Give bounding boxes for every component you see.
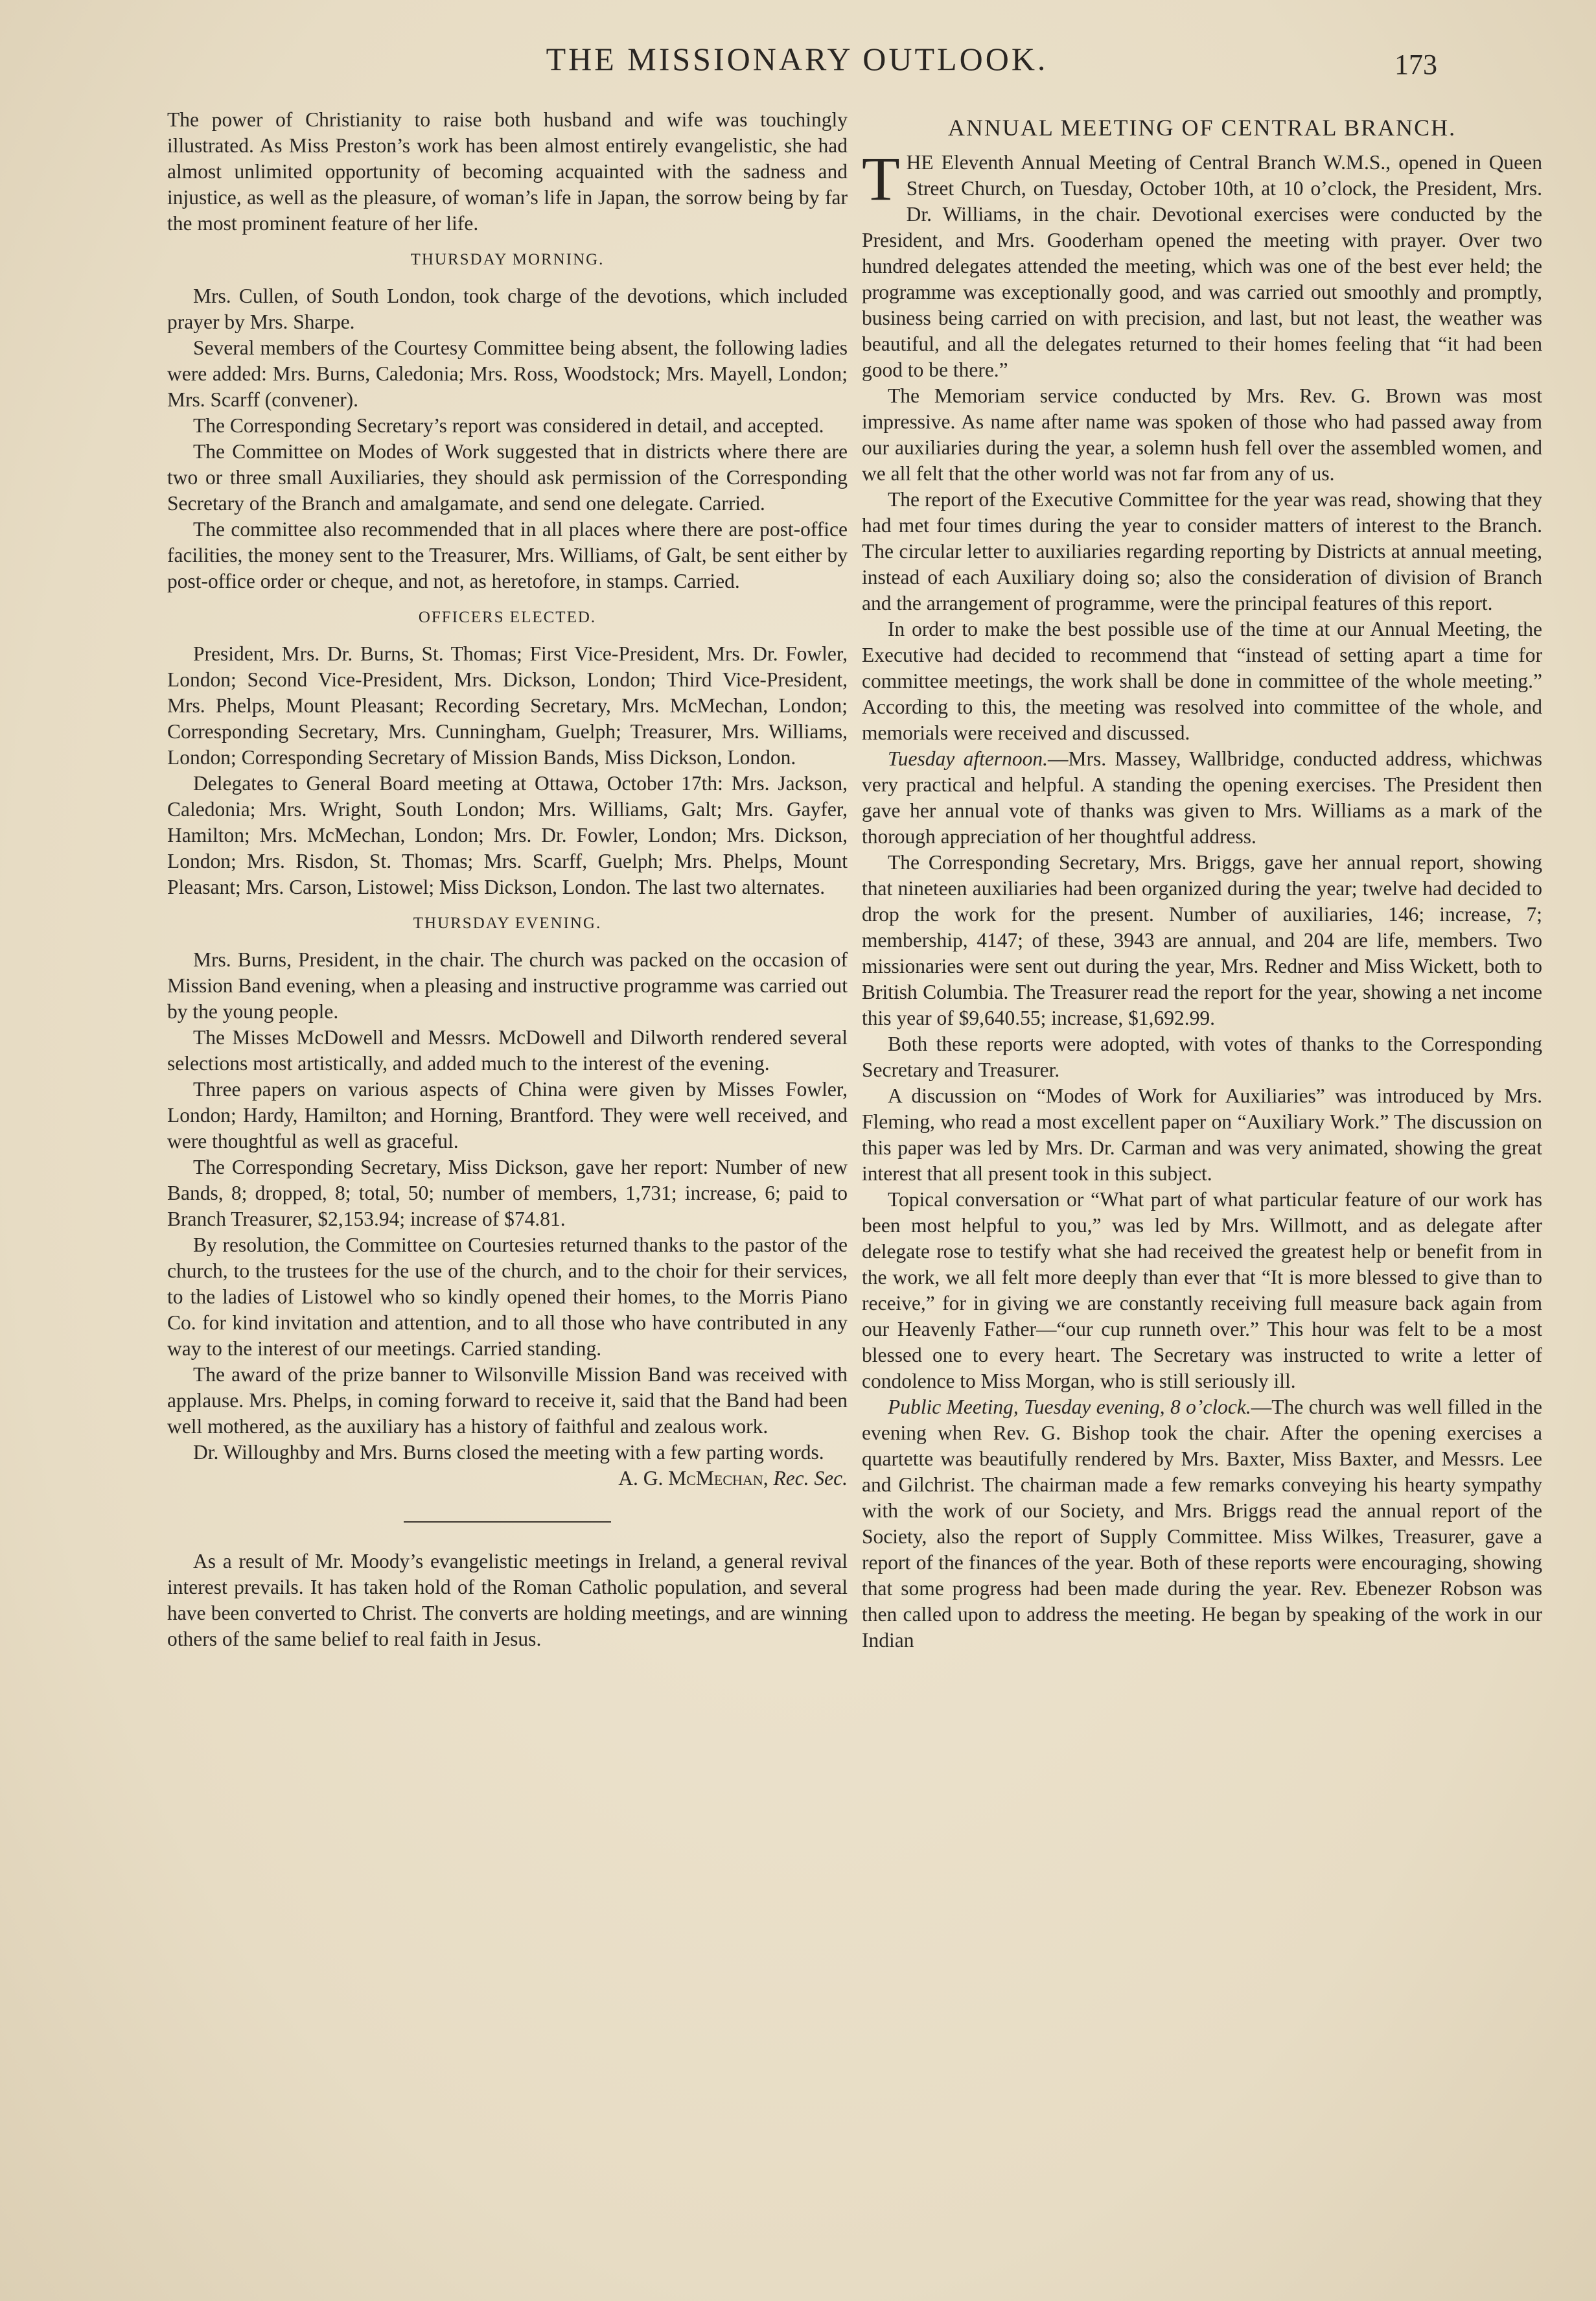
- run-in-heading: Tuesday afternoon.: [888, 747, 1048, 770]
- intro-paragraph: The power of Christianity to raise both husband and wife was touchingly illustrated. As Miss Preston’s work has been almost entirely evangelistic, she had almost unlimited opportunity of becoming acquainted with the sadness and injustice, as well as the pleasure, of woman’s life in Japan, the sorrow being by far the most prominent feature of her life.: [167, 108, 848, 235]
- page-header: [162, 40, 1437, 86]
- closing-paragraph: Dr. Willoughby and Mrs. Burns closed the meeting with a few parting words.: [193, 1441, 824, 1464]
- opening-text: HE Eleventh Annual Meeting of Central Branch W.M.S., opened in Queen Street Church, on Tuesday, October 10th, at 10 o’clock, the President, Mrs. Dr. Williams, in the chair. Devotional exercises were conducted by the President, and Mrs. Gooderham opened the meeting with prayer. Over two hundred delegates attended the meeting, which was one of the best ever held; the programme was exceptionally good, and was carried out smoothly and promptly, business being carried on with precision, and last, but not least, the weather was beautiful, and all the delegates returned to their homes feeling that “it had been good to be there.”: [862, 151, 1542, 381]
- paragraph-text: —Mrs. Massey, Wallbridge, conducted address, whichwas very practical and helpful. A standing the opening exercises. The President then gave her annual vote of thanks was given to Mrs. Williams as a mark of the thorough appreciation of her thoughtful address.: [862, 747, 1542, 848]
- paragraph: President, Mrs. Dr. Burns, St. Thomas; First Vice-President, Mrs. Dr. Fowler, London; Second Vice-President, Mrs. Dickson, London; Third Vice-President, Mrs. Phelps, Mount Pleasant; Recording Secretary, Mrs. McMechan, London; Corresponding Secretary, Mrs. Cunningham, Guelph; Treasurer, Mrs. Williams, London; Corresponding Secretary of Mission Bands, Miss Dickson, London.: [167, 642, 848, 769]
- paragraph: The Corresponding Secretary’s report was considered in detail, and accepted.: [193, 414, 824, 437]
- signature: [167, 1466, 848, 1491]
- right-column: [862, 107, 1542, 1653]
- paragraph: A discussion on “Modes of Work for Auxiliaries” was introduced by Mrs. Fleming, who read a most excellent paper on “Auxiliary Work.” The discussion on this paper was led by Mrs. Dr. Carman and was very animated, showing the great interest that all present took in this subject.: [862, 1084, 1542, 1185]
- paragraph: Several members of the Courtesy Committee being absent, the following ladies were added: Mrs. Burns, Caledonia; Mrs. Ross, Woodstock; Mrs. Mayell, London; Mrs. Scarff (convener).: [167, 336, 848, 411]
- paragraph: Three papers on various aspects of China were given by Misses Fowler, London; Hardy, Hamilton; and Horning, Brantford. They were well received, and were thoughtful as well as graceful.: [167, 1078, 848, 1152]
- run-in-heading: Public Meeting, Tuesday evening, 8 o’clock.: [888, 1396, 1251, 1418]
- opening-paragraph: [862, 144, 1542, 383]
- paragraph: The Committee on Modes of Work suggested that in districts where there are two or three small Auxiliaries, they should ask permission of the Corresponding Secretary of the Branch and amalgamate, and send one delegate. Carried.: [167, 440, 848, 515]
- running-head: THE MISSIONARY OUTLOOK.: [546, 41, 1048, 77]
- paragraph: The committee also recommended that in all places where there are post-office facilities, the money sent to the Treasurer, Mrs. Williams, of Galt, be sent either by post-office order or cheque, and not, as heretofore, in stamps. Carried.: [167, 518, 848, 592]
- signature-name: A. G. McMechan,: [618, 1467, 769, 1489]
- tuesday-afternoon-paragraph: [862, 746, 1542, 850]
- paragraph: The Corresponding Secretary, Mrs. Briggs, gave her annual report, showing that nineteen auxiliaries had been organized during the year; twelve had decided to drop the work for the present. Number of auxiliaries, 146; increase, 7; membership, 4147; of these, 3943 are annual, and 204 are life, members. Two missionaries were sent out during the year, Mrs. Redner and Miss Wickett, both to British Columbia. The Treasurer read the report for the year, showing a net income this year of $9,640.55; increase, $1,692.99.: [862, 851, 1542, 1029]
- paragraph: Mrs. Burns, President, in the chair. The church was packed on the occasion of Mission Band evening, when a pleasing and instructive programme was carried out by the young people.: [167, 948, 848, 1023]
- section-heading-thursday-evening: THURSDAY EVENING.: [413, 915, 602, 932]
- left-column: [167, 107, 848, 1652]
- signature-title: Rec. Sec.: [773, 1467, 848, 1489]
- paragraph: The Misses McDowell and Messrs. McDowell and Dilworth rendered several selections most artistically, and added much to the interest of the evening.: [167, 1026, 848, 1075]
- paragraph: Topical conversation or “What part of what particular feature of our work has been most helpful to you,” was led by Mrs. Willmott, and as delegate after delegate rose to testify what she had received the greatest help or benefit from in the work, we all felt more deeply than ever that “It is more blessed to give than to receive,” for in giving we are constantly receiving full measure back again from our Heavenly Father—“our cup runneth over.” This hour was felt to be a most blessed one to every heart. The Secretary was instructed to write a letter of condolence to Miss Morgan, who is still seriously ill.: [862, 1188, 1542, 1392]
- article-title: ANNUAL MEETING OF CENTRAL BRANCH.: [947, 115, 1457, 141]
- page-number: 173: [1394, 49, 1437, 80]
- paragraph: The award of the prize banner to Wilsonville Mission Band was received with applause. Mrs. Phelps, in coming forward to receive it, said that the Band had been well mothered, as the auxiliary has a history of faithful and zealous work.: [167, 1363, 848, 1438]
- paragraph: The Corresponding Secretary, Miss Dickson, gave her report: Number of new Bands, 8; dropped, 8; total, 50; number of members, 1,731; increase, 6; paid to Branch Treasurer, $2,153.94; increase of $74.81.: [167, 1156, 848, 1230]
- public-meeting-paragraph: [862, 1394, 1542, 1653]
- paragraph: In order to make the best possible use of the time at our Annual Meeting, the Executive had decided to recommend that “instead of setting apart a time for committee meetings, the work shall be done in committee of the whole meeting.” According to this, the meeting was resolved into committee of the whole, and memorials were received and discussed.: [862, 618, 1542, 744]
- section-divider: [404, 1521, 611, 1523]
- section-heading-officers-elected: OFFICERS ELECTED.: [418, 609, 597, 626]
- paragraph: Both these reports were adopted, with votes of thanks to the Corresponding Secretary and Treasurer.: [862, 1033, 1542, 1081]
- paragraph: Mrs. Cullen, of South London, took charge of the devotions, which included prayer by Mrs. Sharpe.: [167, 285, 848, 333]
- paragraph: The Memoriam service conducted by Mrs. Rev. G. Brown was most impressive. As name after name was spoken of those who had passed away from our auxiliaries during the year, a solemn hush fell over the assembled women, and we all felt that the other world was not far from any of us.: [862, 384, 1542, 485]
- section-heading-thursday-morning: THURSDAY MORNING.: [410, 251, 605, 268]
- note-paragraph: As a result of Mr. Moody’s evangelistic meetings in Ireland, a general revival interest prevails. It has taken hold of the Roman Catholic population, and several have been converted to Christ. The converts are holding meetings, and are winning others of the same belief to real faith in Jesus.: [167, 1550, 848, 1650]
- drop-cap: T: [862, 144, 900, 213]
- paragraph: By resolution, the Committee on Courtesies returned thanks to the pastor of the church, to the trustees for the use of the church, and to the choir for their services, to the ladies of Listowel who so kindly opened their homes, to the Morris Piano Co. for kind invitation and attention, and to all those who have contributed in any way to the interest of our meetings. Carried standing.: [167, 1233, 848, 1360]
- paragraph: The report of the Executive Committee for the year was read, showing that they had met four times during the year to consider matters of interest to the Branch. The circular letter to auxiliaries regarding reporting by Districts at annual meeting, instead of each Auxiliary doing so; also the consideration of division of Branch and the arrangement of programme, were the principal features of this report.: [862, 488, 1542, 614]
- paragraph: Delegates to General Board meeting at Ottawa, October 17th: Mrs. Jackson, Caledonia; Mrs. Wright, South London; Mrs. Williams, Galt; Mrs. Gayfer, Hamilton; Mrs. McMechan, London; Mrs. Dr. Fowler, London; Mrs. Dickson, London; Mrs. Risdon, St. Thomas; Mrs. Scarff, Guelph; Mrs. Phelps, Mount Pleasant; Mrs. Carson, Listowel; Miss Dickson, London. The last two alternates.: [167, 772, 848, 898]
- paragraph-text: —The church was well filled in the evening when Rev. G. Bishop took the chair. After the opening exercises a quartette was beautifully rendered by Mrs. Baxter, Miss Baxter, and Messrs. Lee and Gilchrist. The chairman made a few remarks conveying his hearty sympathy with the work of our Society, and Mrs. Briggs read the annual report of the Society, also the report of Supply Committee. Miss Wilkes, Treasurer, gave a report of the finances of the year. Both of these reports were encouraging, showing that some progress had been made during the year. Rev. Ebenezer Robson was then called upon to address the meeting. He began by speaking of the work in our Indian: [862, 1396, 1542, 1652]
